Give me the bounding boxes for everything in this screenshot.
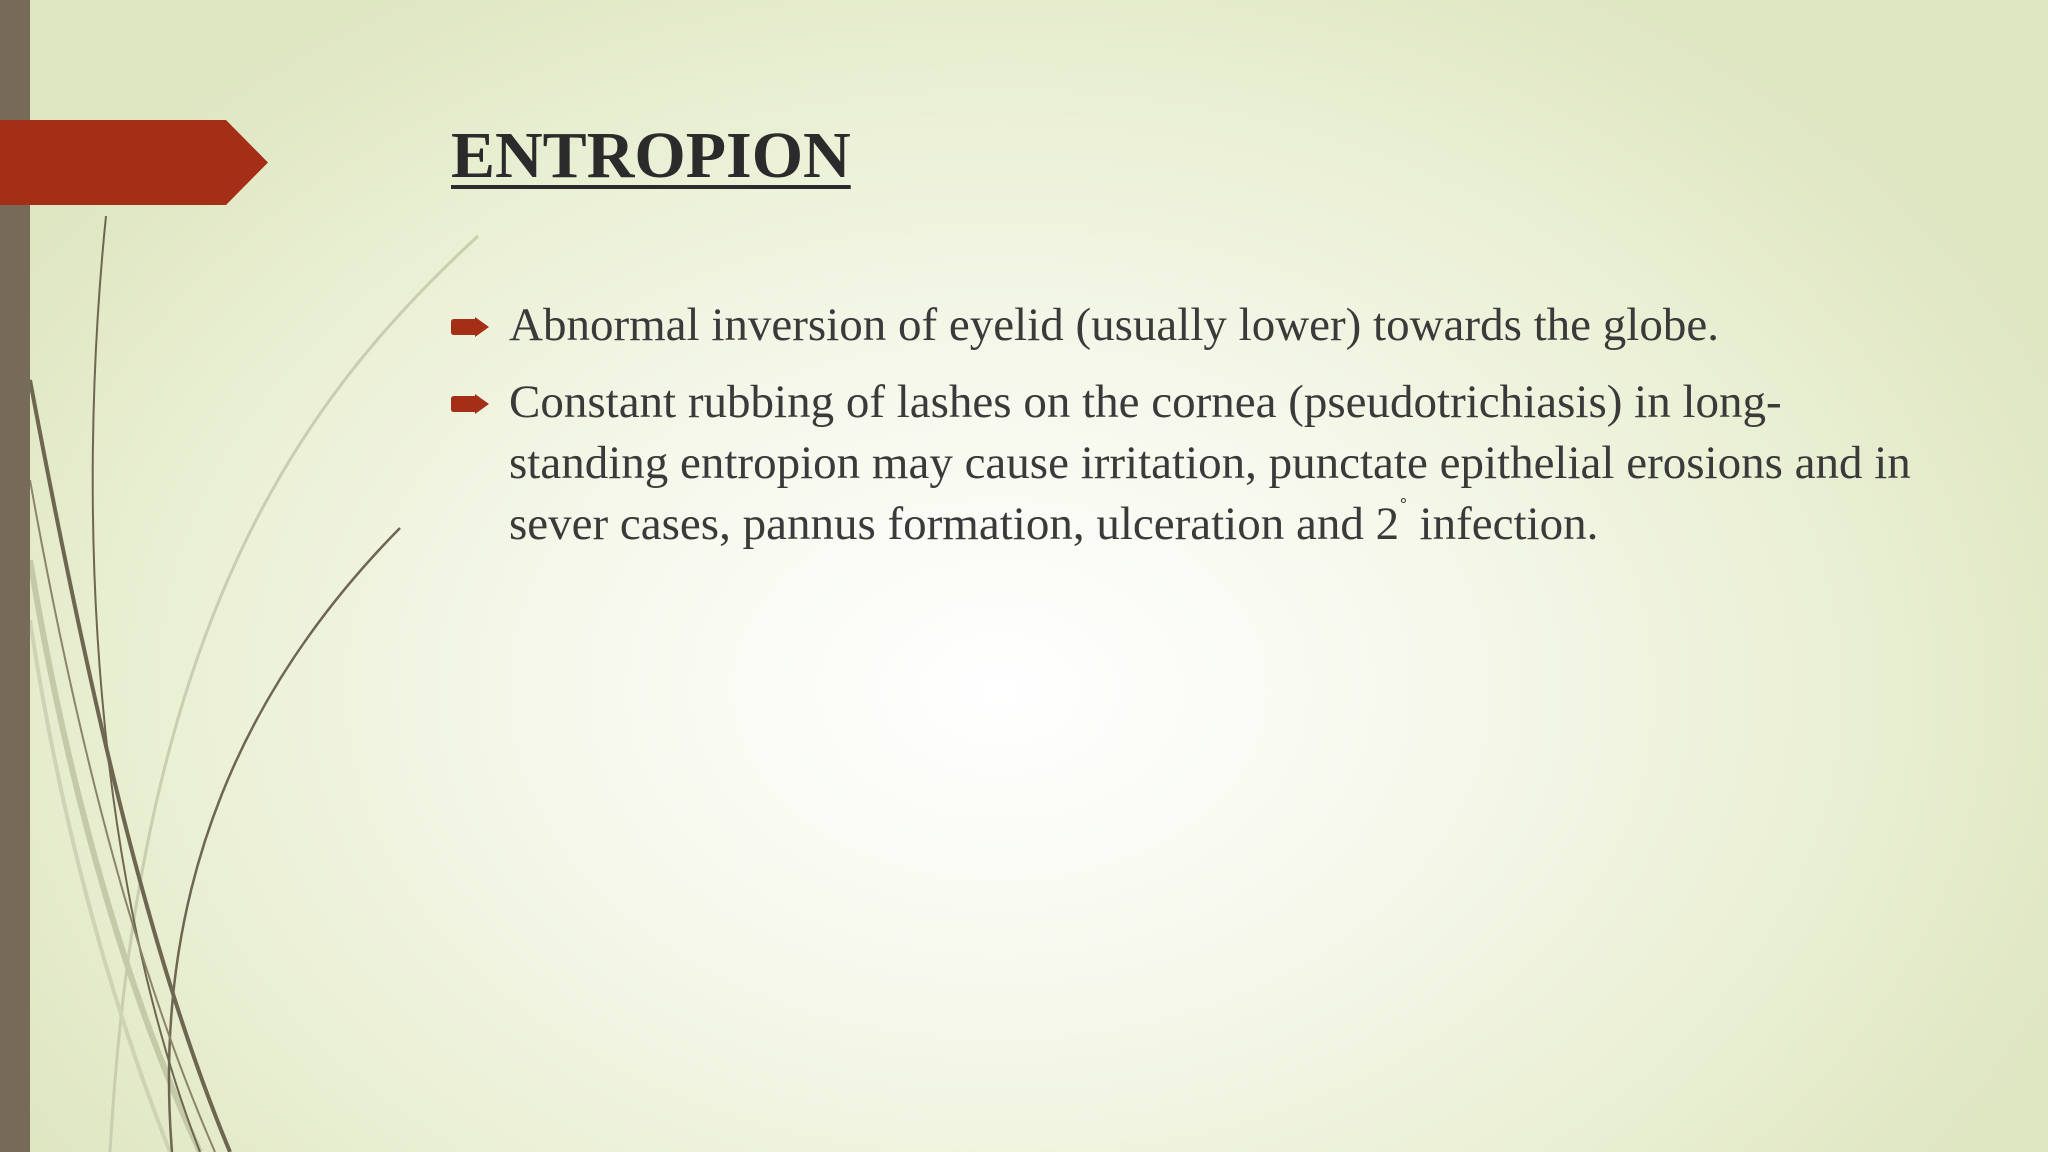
degree-superscript: ˚ — [1399, 494, 1408, 523]
bullet-text-main: Constant rubbing of lashes on the cornea (pseudotrichiasis) in long-standing entropion may cause irritation, punctate epithelial erosions and in sever cases, pannus formation, ulceration and 2 — [509, 376, 1911, 550]
bullet-item — [451, 372, 1911, 555]
bullet-text — [509, 372, 1911, 555]
arrow-right-icon — [451, 317, 489, 337]
bullet-list — [451, 295, 1911, 571]
bullet-item — [451, 295, 1911, 356]
arrow-tab-shape — [0, 120, 268, 205]
slide-title: ENTROPION — [451, 119, 851, 192]
bullet-text-end: infection. — [1407, 498, 1599, 550]
bullet-text: Abnormal inversion of eyelid (usually lower) towards the globe. — [509, 299, 1719, 351]
arrow-right-icon — [451, 394, 489, 414]
